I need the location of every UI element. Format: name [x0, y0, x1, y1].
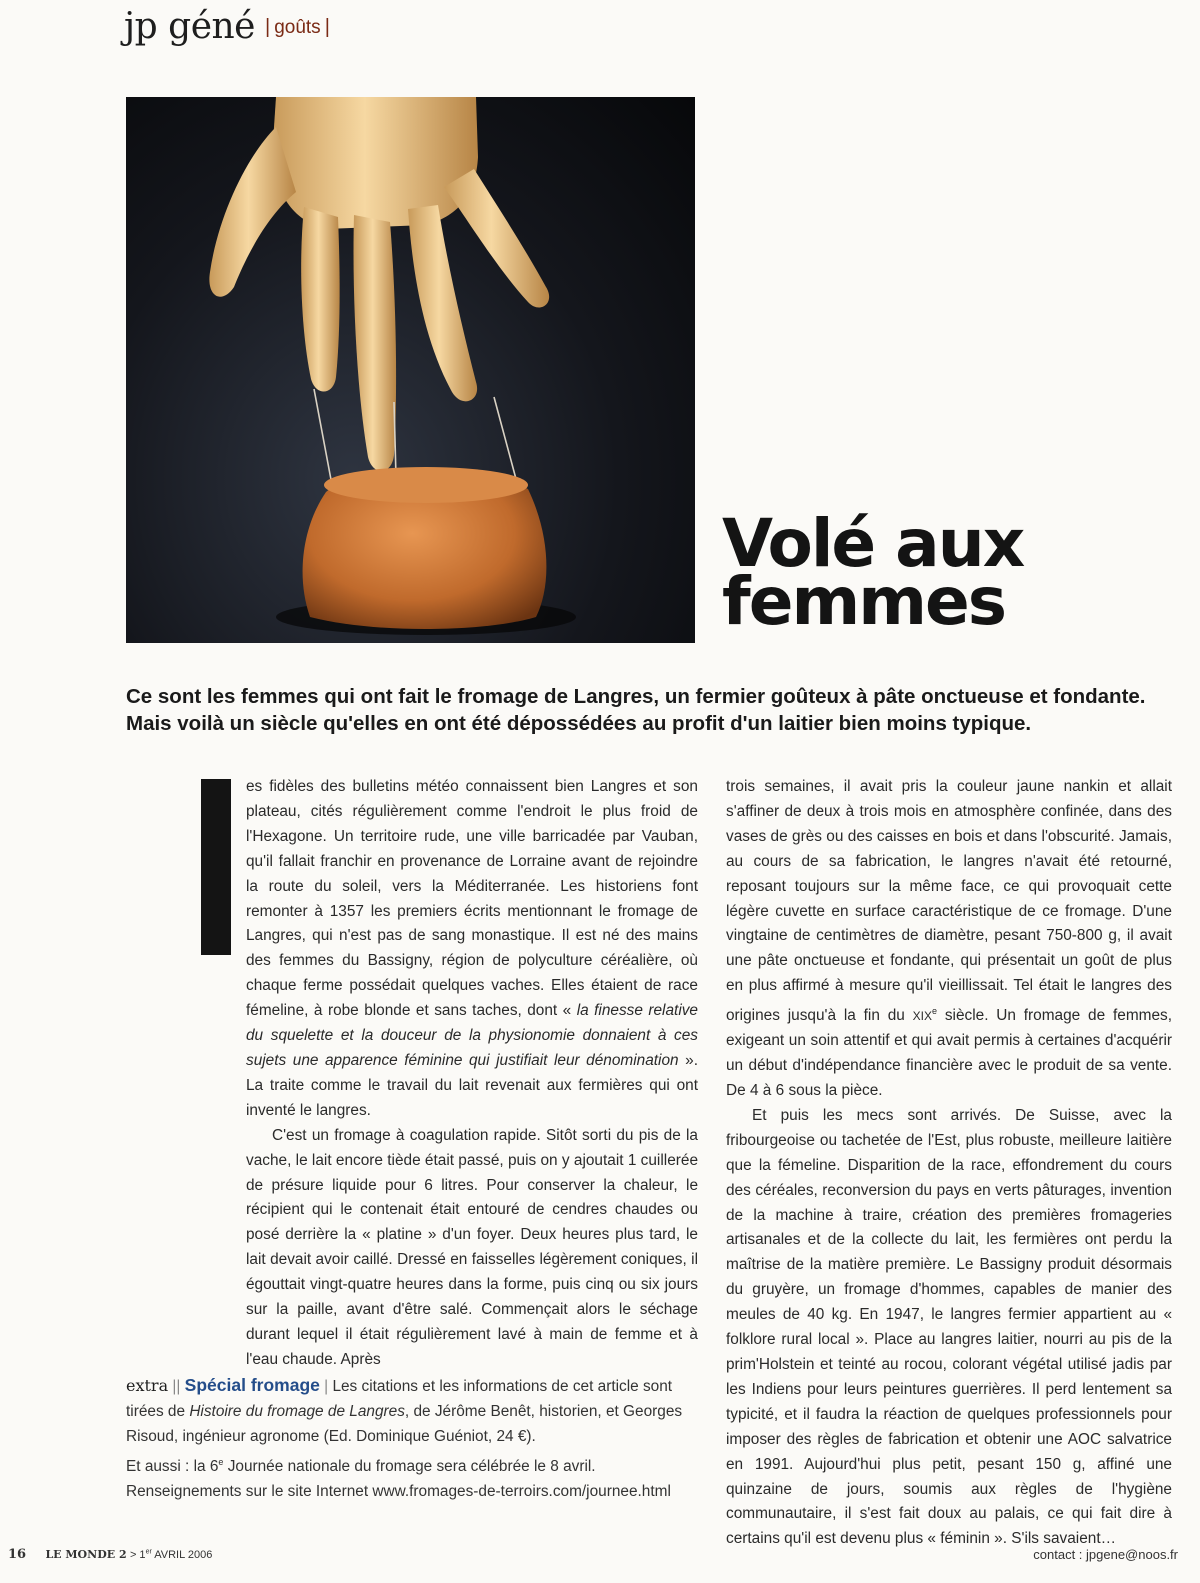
dropcap-l: [201, 779, 231, 955]
rubric-separator-right: |: [324, 16, 330, 38]
paragraph-1: es fidèles des bulletins météo connaissent bien Langres et son plateau, cités régulièrement comme l'endroit le plus froid de l'Hexagone. Un territoire rude, une ville barricadée par Vauban, qu'il fallait franchir en provenance de Lorraine avant de rejoindre la route du soleil, vers la Méditerranée. Les historiens font remonter à 1357 les premiers écrits mentionnant le fromage de Langres, qui n'est pas de sang monastique. Il est né des mains des femmes du Bassigny, région de polyculture céréalière, où chaque ferme possédait quelques vaches. Elles étaient de race fémeline, à robe blonde et sans taches, dont « la finesse relative du squelette et la douceur de la physionomie donnaient à ces sujets une apparence féminine qui justifiait leur dénomination ». La traite comme le travail du lait revenait aux fermières qui ont inventé le langres.: [246, 778, 698, 1119]
glove-thumb: [209, 127, 296, 297]
page-header: [124, 6, 330, 52]
extra-paragraph-2: Et aussi : la 6e Journée nationale du fromage sera célébrée le 8 avril. Renseignements sur le site Internet www.fromages-de-terroirs.com/journee.html: [126, 1456, 671, 1500]
article-title: Volé aux femmes: [722, 505, 1024, 640]
glove-cheese-illustration: [126, 97, 695, 643]
publication-name: LE MONDE 2: [45, 1548, 127, 1561]
cheese-top: [324, 467, 528, 503]
extra-title: Spécial fromage: [184, 1375, 320, 1395]
article-lede: Ce sont les femmes qui ont fait le fromage de Langres, un fermier goûteux à pâte onctueuse et fondante. Mais voilà un siècle qu'elles en ont été dépossédées au profit d'un laitier bien moins typique.: [126, 685, 1146, 735]
article-photo: [126, 97, 695, 643]
thread-3: [494, 397, 516, 479]
extra-paragraph-1: extra || Spécial fromage | Les citations et les informations de cet article sont tirées de Histoire du fromage de Langres, de Jérôme Benêt, historien, et Georges Risoud, ingénieur agronome (Ed. Dominique Guéniot, 24 €).: [126, 1375, 683, 1445]
glove-finger-4: [444, 169, 549, 308]
paragraph-2: C'est un fromage à coagulation rapide. Sitôt sorti du pis de la vache, le lait encore tiède était passé, puis on y ajoutait 1 cuillerée de présure liquide pour 6 litres. Pour conserver la chaleur, le récipient qui le contenait était entouré de cendres chaudes ou posé derrière la « platine » d'un foyer. Deux heures plus tard, le lait devait avoir caillé. Dressé en faisselles légèrement coniques, il égouttait vingt-quatre heures dans la forme, puis cinq ou six jours sur la paille, avant d'être salé. Commençait alors le séchage durant lequel il était régulièrement lavé à main de femme et à l'eau chaude. Après: [246, 1126, 698, 1368]
rubric-label: goûts: [274, 17, 321, 38]
quote: la finesse relative du squelette et la douceur de la physionomie donnaient à ces sujets une apparence féminine qui justifiait leur dénomination: [246, 1002, 698, 1069]
contact-email: contact : jpgene@noos.fr: [1033, 1547, 1178, 1562]
book-title: Histoire du fromage de Langres: [189, 1402, 405, 1420]
paragraph-4: Et puis les mecs sont arrivés. De Suisse, avec la fribourgeoise ou tachetée de l'Est, plus robuste, meilleure laitière que la fémeline. Disparition de la race, effondrement du cours des céréales, reconversion du pays en verts pâturages, invention de la machine à traire, création des premières fromageries artisanales et de la collecte du lait, les fermières ont perdu la maîtrise de la matière première. Le Bassigny produit désormais du gruyère, un fromage d'hommes, capables de manier des meules de 40 kg. En 1947, le langres fermier appartient au « folklore rural local ». Place au langres laitier, nourri au pis de la prim'Holstein et teinté au rocou, colorant végétal utilisé jadis par les Indiens pour leurs peintures guerrières. Il perd lentement sa typicité, et il faudra la réaction de quelques professionnels pour imposer des règles de fabrication et obtenir une AOC salvatrice en 1991. Aujourd'hui plus petit, pesant 150 g, affiné une quinzaine de jours, soumis aux règles de l'hygiène communautaire, il s'est fait doux au palais, ce qui fait dire à certains qu'il est devenu plus « féminin ». S'ils savaient…: [726, 1106, 1172, 1548]
paragraph-3: trois semaines, il avait pris la couleur jaune nankin et allait s'affiner de deux à trois mois en atmosphère confinée, dans des vases de grès ou des caisses en bois et dans l'obscurité. Jamais, au cours de sa fabrication, le langres n'avait été retourné, reposant toujours sur la même face, ce qui provoquait cette légère cuvette en surface caractéristique de ce fromage. D'une vingtaine de centimètres de diamètre, pesant 750-800 g, il avait une pâte onctueuse et fondante, qui présentait un goût de plus en plus affirmé à mesure qu'il vieillissait. Tel était le langres des origines jusqu'à la fin du XIXe siècle. Un fromage de femmes, exigeant un soin attentif et qui avait permis à certaines d'acquérir un début d'indépendance financière avec le produit de sa vente. De 4 à 6 sous la pièce.: [726, 778, 1173, 1099]
glove-palm: [272, 97, 478, 229]
page-footer: [8, 1547, 1178, 1567]
author-name: jp géné: [124, 6, 255, 47]
page-number: 16: [8, 1547, 27, 1562]
article-column-2: [726, 775, 1172, 1552]
glove-finger-2: [354, 215, 397, 471]
article-column-1: [246, 775, 698, 1373]
glove-finger-1: [301, 207, 339, 392]
thread-1: [314, 389, 332, 485]
glove-finger-3: [408, 205, 477, 401]
rubric-separator-left: |: [265, 16, 271, 38]
extra-label: extra: [126, 1376, 169, 1395]
thread-2: [394, 402, 396, 477]
issue-date: > 1er AVRIL 2006: [129, 1548, 213, 1561]
extra-box: [126, 1373, 701, 1505]
